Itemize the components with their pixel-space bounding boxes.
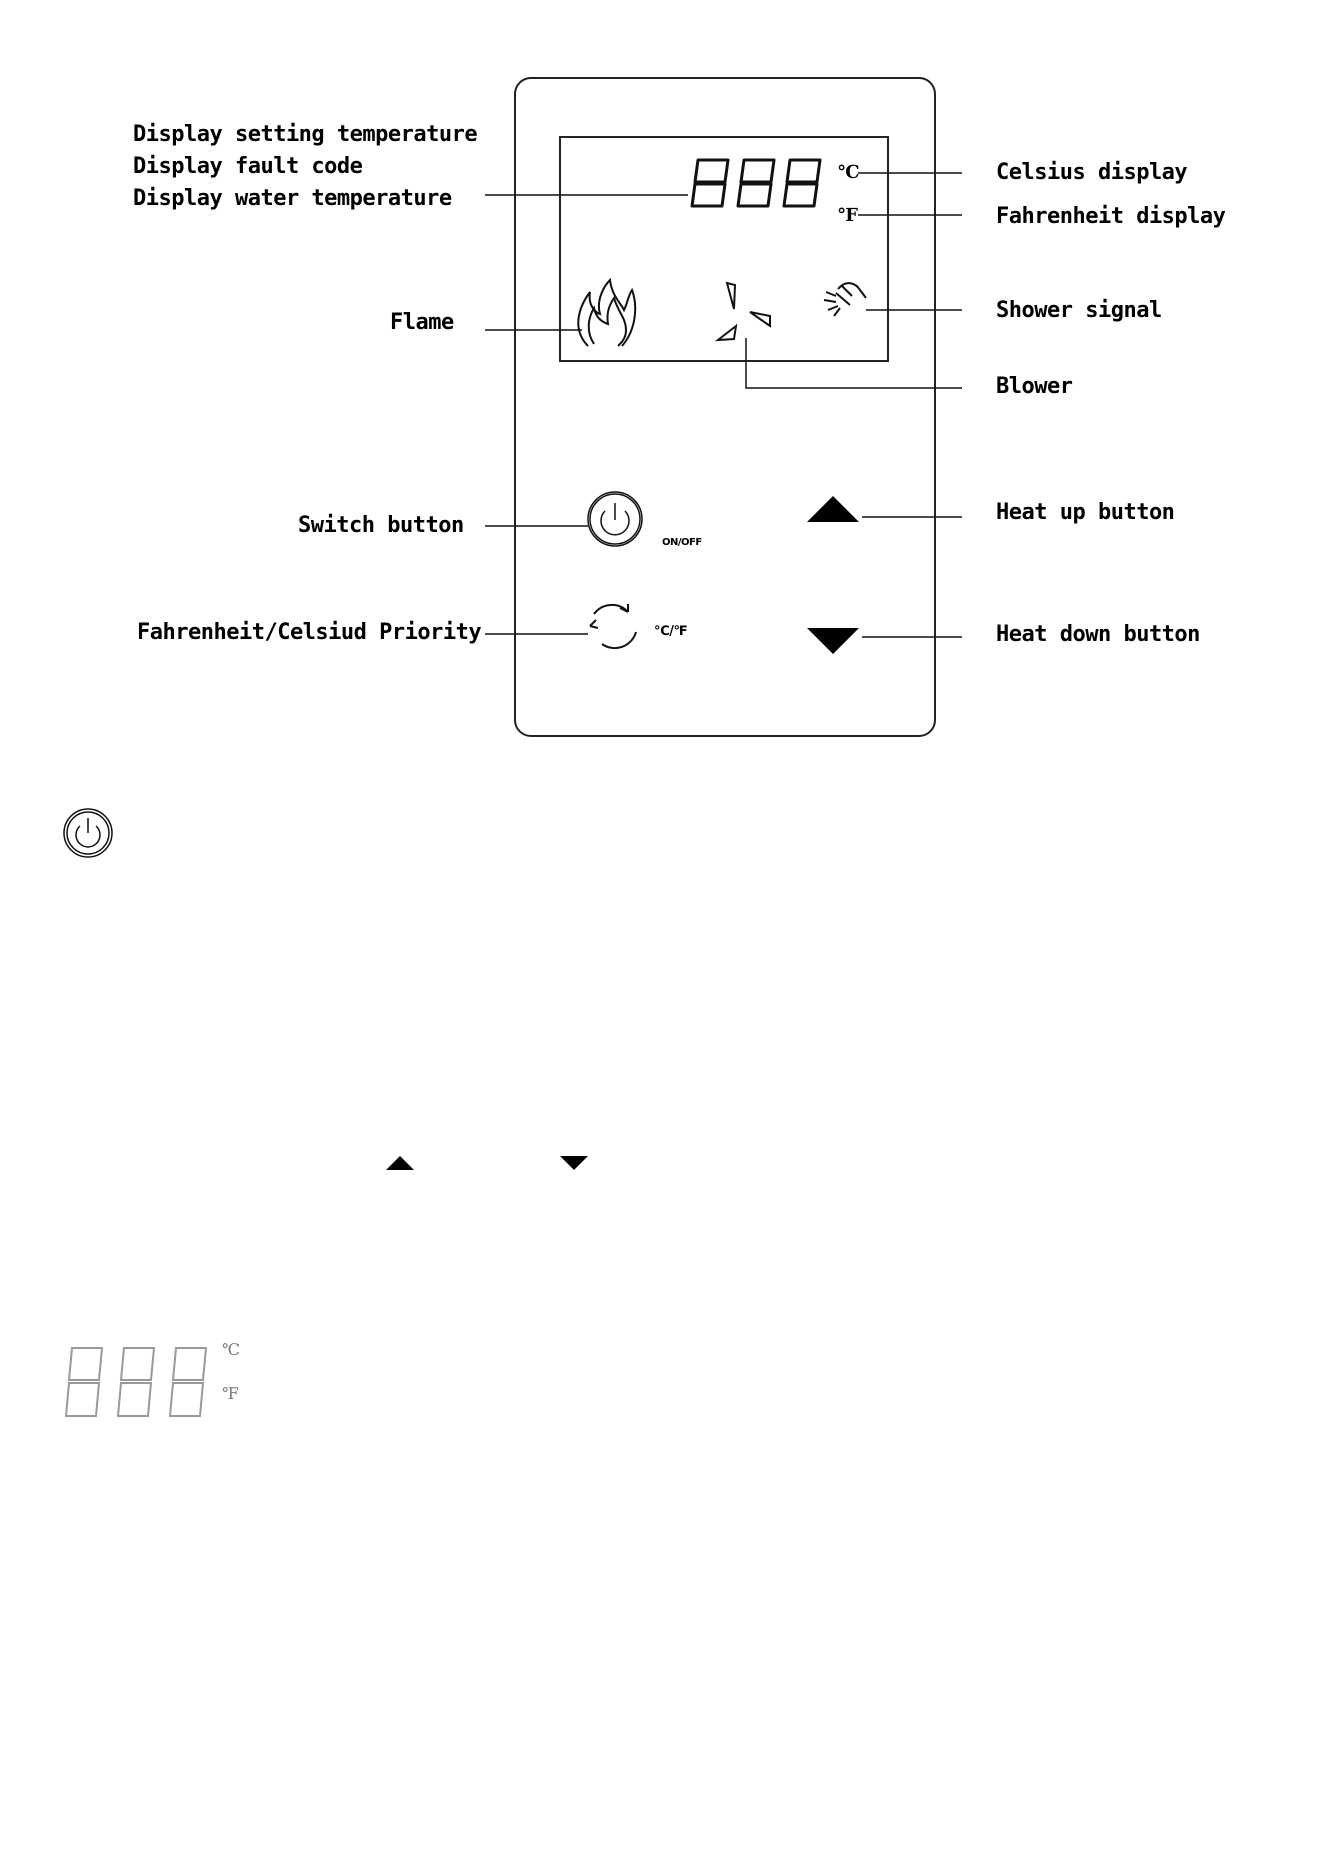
- heat-up-triangle-icon: [807, 496, 859, 522]
- callout-blower: Blower: [996, 374, 1073, 399]
- panel-fahrenheit-symbol: ℉: [838, 205, 858, 226]
- panel-celsius-symbol: ℃: [838, 162, 860, 183]
- cf-label: ℃/℉: [654, 624, 688, 639]
- callout-priority: Fahrenheit/Celsiud Priority: [137, 620, 482, 645]
- callout-heat-up: Heat up button: [996, 500, 1175, 525]
- standalone-fahrenheit-symbol: ℉: [222, 1384, 239, 1403]
- callout-switch-button: Switch button: [298, 513, 464, 538]
- callout-shower-signal: Shower signal: [996, 298, 1162, 323]
- callout-fahrenheit-display: Fahrenheit display: [996, 204, 1226, 229]
- callout-display-fault: Display fault code: [133, 154, 363, 179]
- callout-flame: Flame: [390, 310, 454, 335]
- callout-display-water: Display water temperature: [133, 186, 452, 211]
- callout-display-setting: Display setting temperature: [133, 122, 478, 147]
- flame-icon: [578, 280, 635, 346]
- callout-celsius-display: Celsius display: [996, 160, 1188, 185]
- standalone-celsius-symbol: ℃: [222, 1340, 240, 1359]
- standalone-seven-segment-display: [66, 1348, 206, 1416]
- standalone-up-triangle-icon: [386, 1156, 414, 1170]
- standalone-down-triangle-icon: [560, 1156, 588, 1170]
- blower-icon: [718, 283, 770, 340]
- refresh-icon: [590, 604, 636, 648]
- callout-heat-down: Heat down button: [996, 622, 1200, 647]
- onoff-label: ON/OFF: [662, 537, 702, 548]
- seven-segment-display: [692, 160, 820, 206]
- power-button-icon: [588, 492, 642, 546]
- heat-down-triangle-icon: [807, 628, 859, 654]
- shower-icon: [824, 283, 866, 316]
- standalone-power-icon: [64, 809, 112, 857]
